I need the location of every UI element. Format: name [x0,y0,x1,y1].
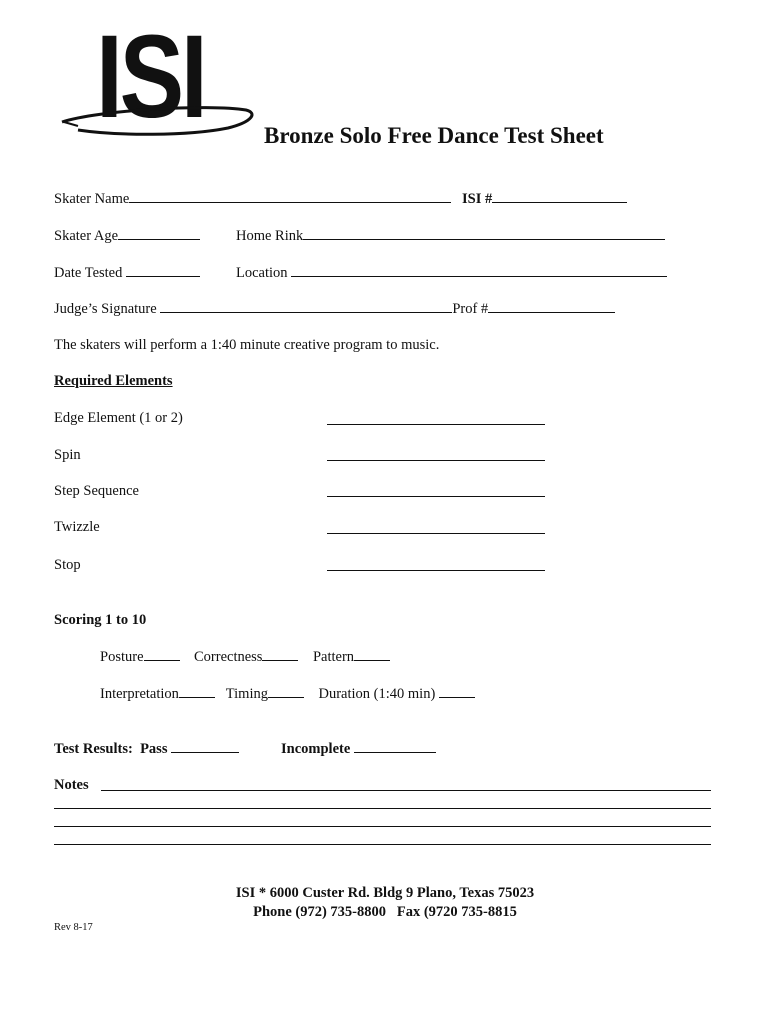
required-element-item: Stop [54,557,81,573]
location-label: Location [236,265,288,281]
pass-label: Pass [140,741,168,757]
correctness-line [262,647,298,661]
required-element-line [327,460,545,461]
skater-age-line [118,226,200,240]
isi-logo [58,11,258,143]
incomplete-line [354,739,436,753]
skater-name-field [54,189,451,208]
interpretation-line [179,684,215,698]
posture-label: Posture [100,649,144,665]
posture-line [144,647,180,661]
timing-line [268,684,304,698]
scoring-row-2 [100,684,475,703]
test-results-field [54,739,239,758]
location-field [236,263,667,282]
judges-signature-label: Judge’s Signature [54,301,157,317]
logo-text: ISI [96,11,205,143]
required-elements-heading: Required Elements [54,373,173,389]
revision-label: Rev 8-17 [54,922,93,933]
required-element-line [327,570,545,571]
duration-line [439,684,475,698]
isi-number-label: ISI # [462,191,493,207]
incomplete-field [281,739,436,758]
notes-line [101,790,711,791]
pattern-line [354,647,390,661]
required-element-line [327,533,545,534]
home-rink-label: Home Rink [236,228,304,244]
isi-number-field [462,189,627,208]
pass-line [171,739,239,753]
date-tested-label: Date Tested [54,265,123,281]
required-element-item: Spin [54,447,81,463]
pattern-label: Pattern [312,649,355,665]
test-results-label: Test Results: [54,741,133,757]
notes-line [54,808,711,809]
home-rink-field [236,226,665,245]
skater-age-field [54,226,200,245]
prof-number-label: Prof # [452,301,489,317]
interpretation-label: Interpretation [100,686,179,702]
logo-swoosh-icon [58,11,258,143]
program-description: The skaters will perform a 1:40 minute creative program to music. [54,337,440,353]
date-tested-line [126,263,200,277]
prof-number-line [488,299,615,313]
skater-name-label: Skater Name [54,191,130,207]
timing-label: Timing [225,686,268,702]
home-rink-line [303,226,665,240]
scoring-row-1 [100,647,390,666]
required-element-item: Edge Element (1 or 2) [54,410,183,426]
skater-age-label: Skater Age [54,228,119,244]
notes-line [54,844,711,845]
date-tested-field [54,263,200,282]
incomplete-label: Incomplete [281,741,351,757]
required-element-line [327,496,545,497]
correctness-label: Correctness [194,649,263,665]
footer-address: ISI * 6000 Custer Rd. Bldg 9 Plano, Texas 75023 [235,885,535,901]
page-title: Bronze Solo Free Dance Test Sheet [264,123,604,148]
scoring-heading: Scoring 1 to 10 [54,612,147,628]
skater-name-line [129,189,451,203]
duration-label: Duration (1:40 min) [318,686,436,702]
judges-signature-line [160,299,452,313]
footer-phone: Phone (972) 735-8800 Fax (9720 735-8815 [253,904,517,920]
required-element-item: Step Sequence [54,483,139,499]
location-line [291,263,667,277]
required-element-line [327,424,545,425]
required-element-item: Twizzle [54,519,100,535]
notes-line [54,826,711,827]
isi-number-line [492,189,627,203]
judges-signature-field [54,299,615,318]
notes-label: Notes [54,777,89,793]
